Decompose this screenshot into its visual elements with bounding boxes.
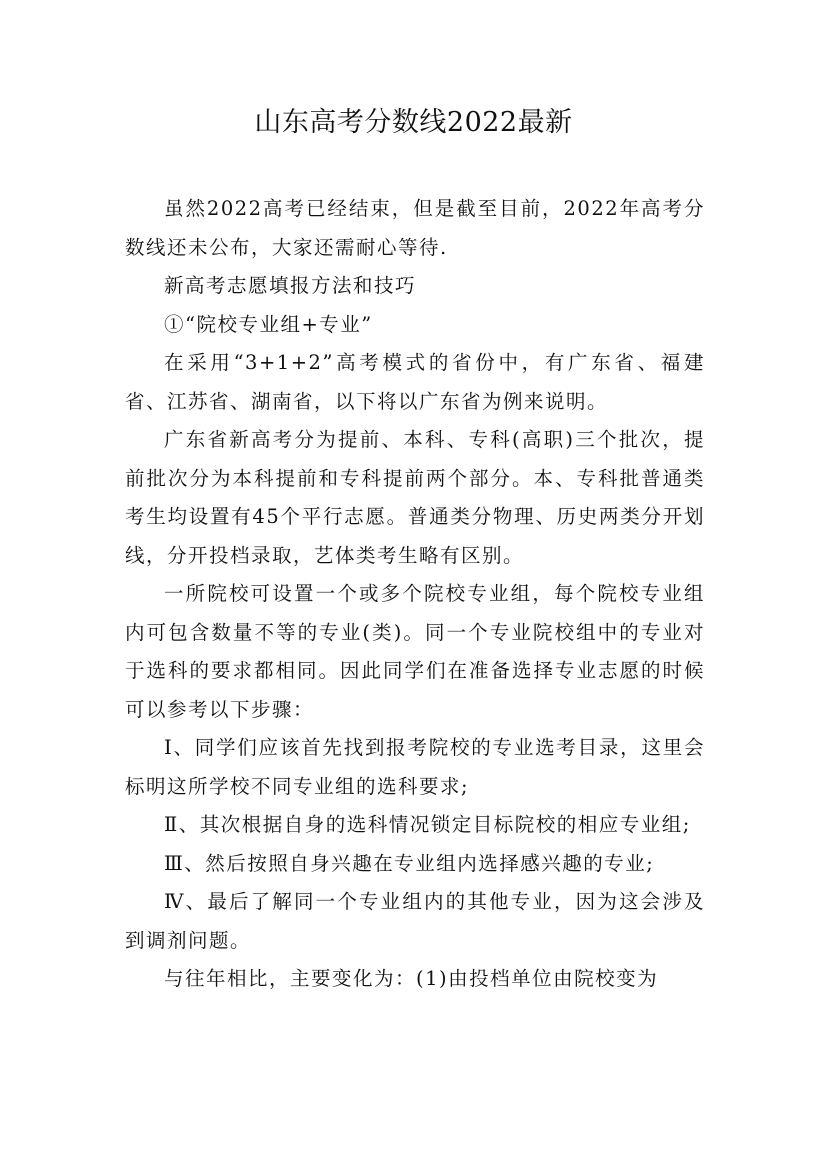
paragraph-intro: 虽然2022高考已经结束，但是截至目前，2022年高考分数线还未公布，大家还需耐心等待.: [125, 197, 705, 259]
paragraph-batches: 广东省新高考分为提前、本科、专科(高职)三个批次，提前批次分为本科提前和专科提前两个部分。本、专科批普通类考生均设置有45个平行志愿。普通类分物理、历史两类分开划线，分开投档录取，艺体类考生略有区别。: [125, 428, 705, 567]
paragraph-groups: 一所院校可设置一个或多个院校专业组，每个院校专业组内可包含数量不等的专业(类)。同一个专业院校组中的专业对于选科的要求都相同。因此同学们在准备选择专业志愿的时候可以参考以下步骤：: [125, 582, 705, 721]
document-title: 山东高考分数线2022最新: [254, 107, 573, 138]
paragraph-subheading: 新高考志愿填报方法和技巧: [164, 274, 417, 297]
paragraph-step-2: Ⅱ、其次根据自身的选科情况锁定目标院校的相应专业组;: [164, 813, 691, 836]
paragraph-step-3: Ⅲ、然后按照自身兴趣在专业组内选择感兴趣的专业;: [164, 851, 655, 875]
paragraph-changes: 与往年相比，主要变化为：(1)由投档单位由院校变为: [164, 967, 659, 990]
paragraph-item-1: ①“院校专业组+专业”: [164, 312, 373, 336]
paragraph-step-1: Ⅰ、同学们应该首先找到报考院校的专业选考目录，这里会标明这所学校不同专业组的选科要求;: [125, 736, 705, 798]
paragraph-provinces: 在采用“3+1+2”高考模式的省份中，有广东省、福建省、江苏省、湖南省，以下将以广东省为例来说明。: [125, 351, 705, 413]
paragraph-step-4: Ⅳ、最后了解同一个专业组内的其他专业，因为这会涉及到调剂问题。: [125, 890, 705, 952]
document-body: [125, 190, 705, 999]
